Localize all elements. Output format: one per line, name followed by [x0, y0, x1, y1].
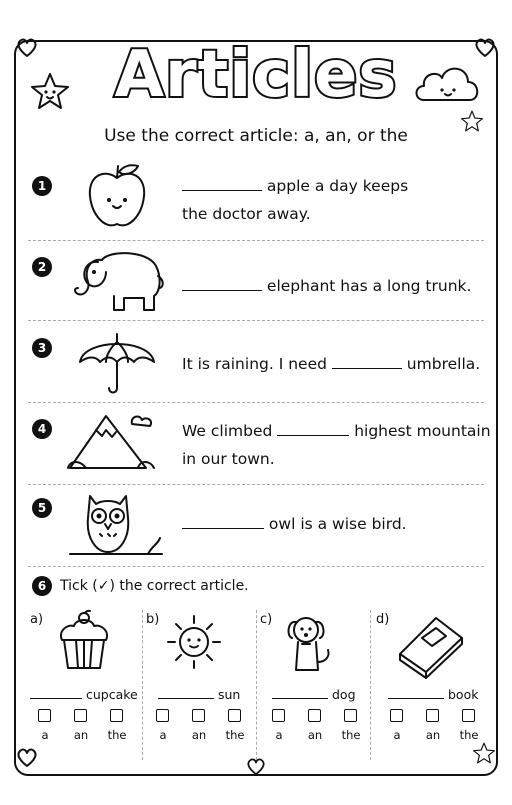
question-text: elephant has a long trunk.	[182, 272, 471, 300]
answer-blank[interactable]	[272, 684, 328, 699]
option-label: the	[107, 728, 127, 742]
option-label: an	[191, 728, 207, 742]
checkbox-a[interactable]	[156, 709, 169, 722]
checkbox-an[interactable]	[426, 709, 439, 722]
divider	[28, 566, 484, 567]
sun-icon	[164, 612, 224, 672]
checkbox-the[interactable]	[228, 709, 241, 722]
answer-blank[interactable]	[158, 684, 214, 699]
item-label: b)	[146, 612, 160, 627]
tick-instruction: Tick (✓) the correct article.	[60, 578, 249, 594]
option-label: an	[73, 728, 89, 742]
checkbox-an[interactable]	[74, 709, 87, 722]
checkbox-a[interactable]	[390, 709, 403, 722]
umbrella-icon	[76, 328, 158, 396]
question-number: 2	[32, 257, 52, 277]
divider	[28, 240, 484, 241]
page-title: Articles	[114, 38, 398, 112]
answer-blank[interactable]	[332, 354, 402, 369]
question-number: 6	[32, 576, 52, 596]
item-label: d)	[376, 612, 390, 627]
owl-icon	[68, 488, 164, 562]
answer-blank[interactable]	[277, 421, 349, 436]
instruction-text: Use the correct article: a, an, or the	[104, 126, 408, 146]
question-number: 5	[32, 498, 52, 518]
answer-blank[interactable]	[388, 684, 444, 699]
checkbox-the[interactable]	[344, 709, 357, 722]
option-label: a	[393, 728, 401, 742]
answer-line: book	[388, 684, 478, 702]
question-text: It is raining. I need umbrella.	[182, 355, 481, 373]
question-text: We climbed highest mountain in our town.	[182, 422, 491, 468]
option-label: an	[425, 728, 441, 742]
cupcake-icon	[56, 610, 112, 672]
heart-icon	[16, 748, 38, 768]
option-label: an	[307, 728, 323, 742]
answer-blank[interactable]	[30, 684, 82, 699]
elephant-icon	[68, 246, 168, 314]
checkbox-the[interactable]	[110, 709, 123, 722]
divider	[142, 610, 143, 760]
checkbox-a[interactable]	[272, 709, 285, 722]
answer-line: cupcake	[30, 684, 138, 702]
divider	[370, 610, 371, 760]
answer-line: sun	[158, 684, 240, 702]
divider	[28, 484, 484, 485]
apple-icon	[84, 162, 150, 232]
divider	[28, 320, 484, 321]
question-number: 1	[32, 176, 52, 196]
answer-line: dog	[272, 684, 356, 702]
checkbox-the[interactable]	[462, 709, 475, 722]
option-label: the	[225, 728, 245, 742]
checkbox-a[interactable]	[38, 709, 51, 722]
option-label: the	[459, 728, 479, 742]
option-label: a	[275, 728, 283, 742]
option-label: a	[41, 728, 49, 742]
answer-blank[interactable]	[182, 176, 262, 191]
question-number: 4	[32, 419, 52, 439]
checkbox-an[interactable]	[192, 709, 205, 722]
book-icon	[396, 614, 466, 674]
question-text: apple a day keeps the doctor away.	[182, 177, 409, 223]
checkbox-an[interactable]	[308, 709, 321, 722]
option-label: a	[159, 728, 167, 742]
question-text: owl is a wise bird.	[182, 510, 407, 538]
option-label: the	[341, 728, 361, 742]
item-label: c)	[260, 612, 273, 627]
divider	[256, 610, 257, 760]
item-label: a)	[30, 612, 44, 627]
star-icon	[472, 742, 496, 764]
answer-blank[interactable]	[182, 514, 264, 529]
mountain-icon	[66, 410, 162, 472]
answer-blank[interactable]	[182, 276, 262, 291]
divider	[28, 402, 484, 403]
question-number: 3	[32, 338, 52, 358]
heart-icon	[246, 758, 266, 776]
dog-icon	[280, 612, 340, 674]
